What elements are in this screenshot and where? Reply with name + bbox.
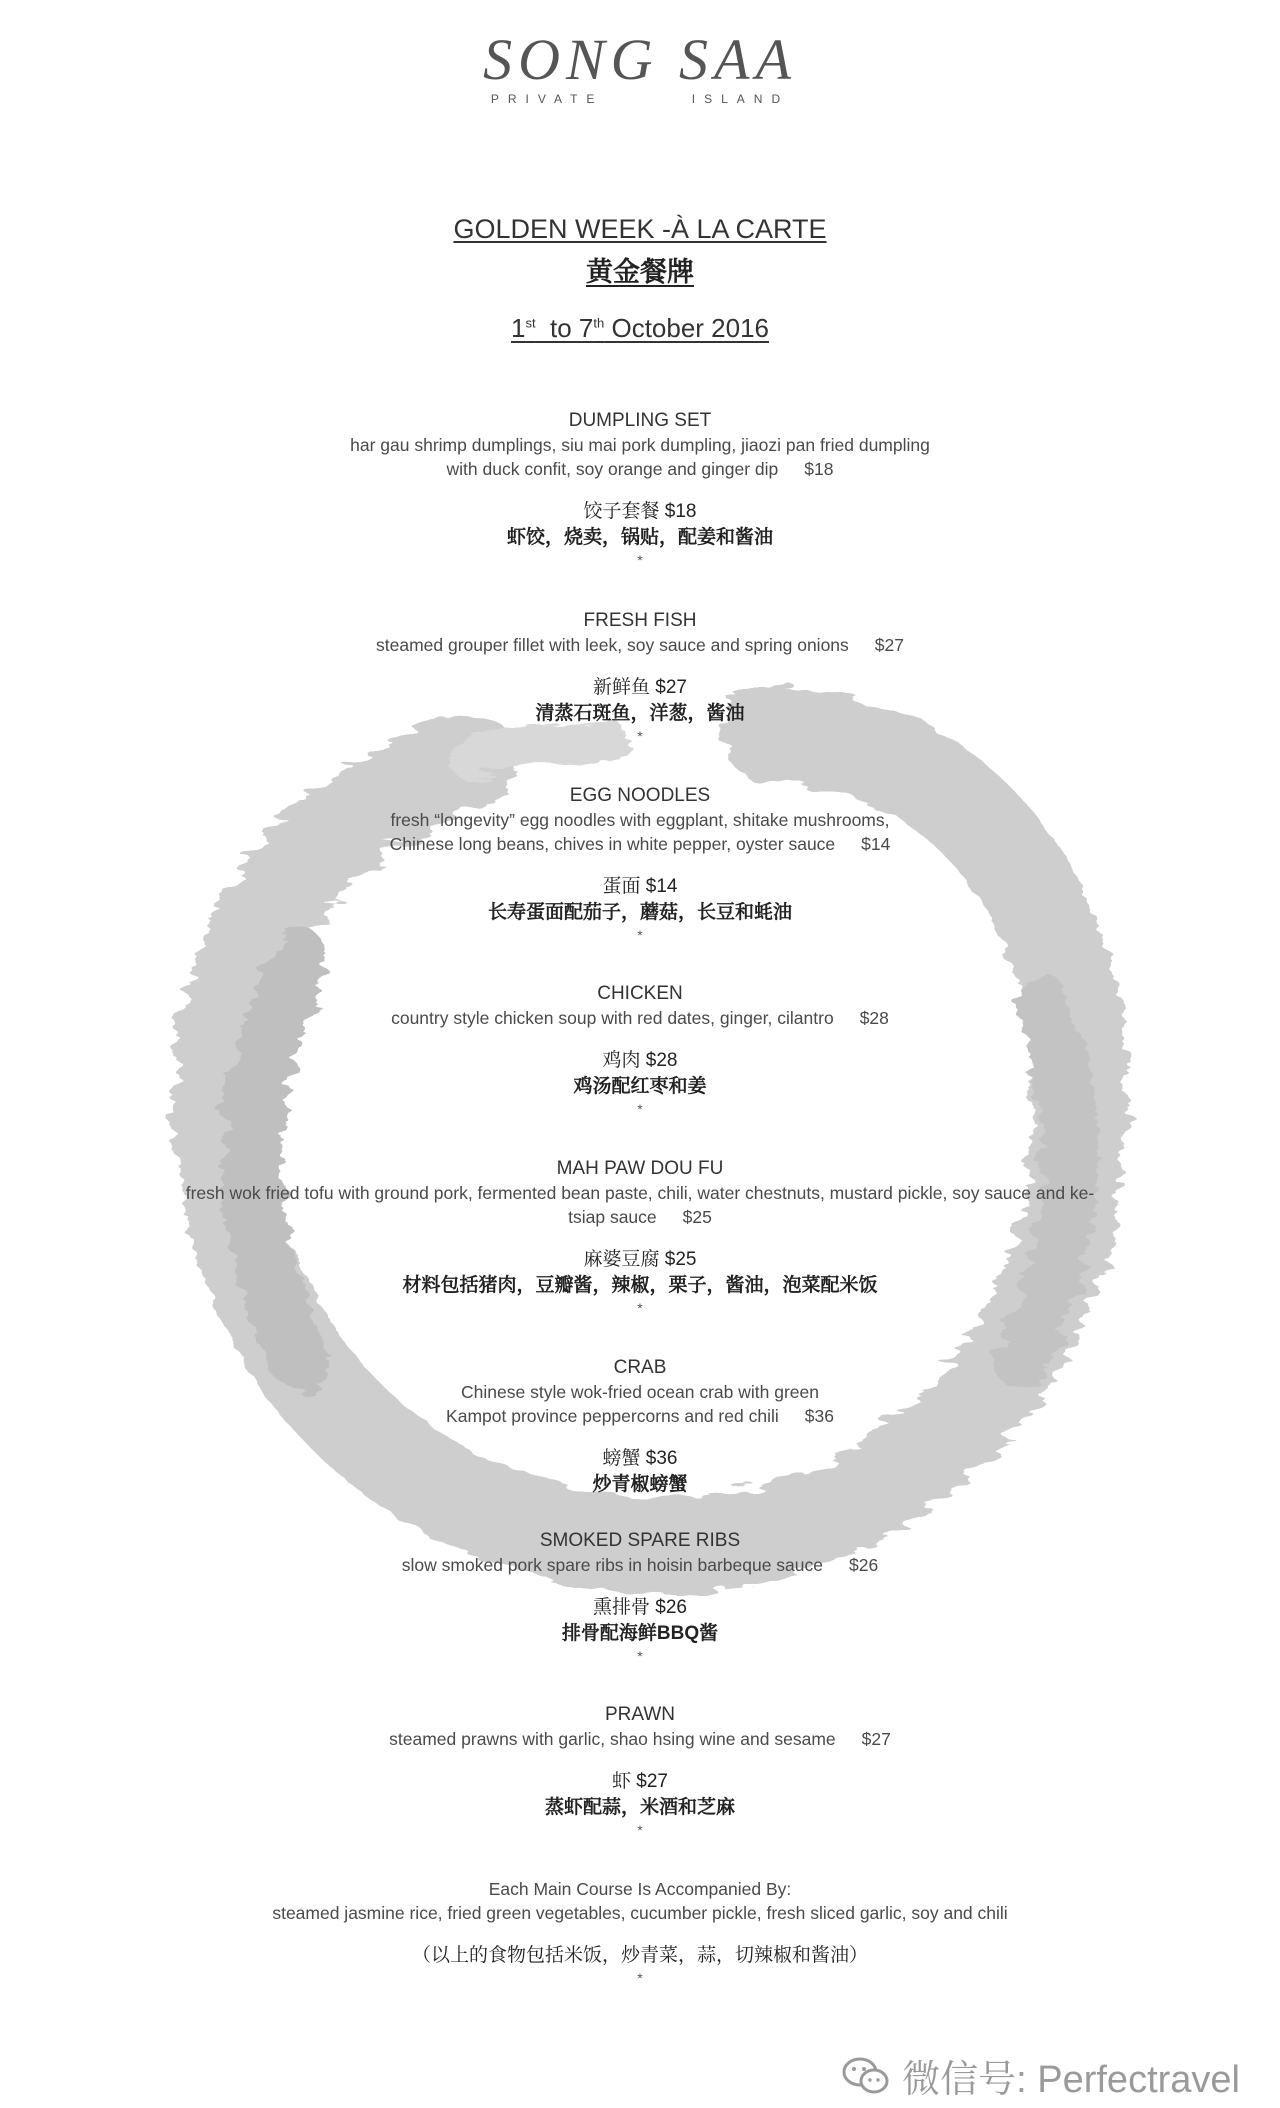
logo-sub-left: PRIVATE: [490, 92, 604, 106]
item-name: DUMPLING SET: [568, 410, 712, 431]
item-name: EGG NOODLES: [569, 785, 711, 806]
menu-item-prawn: [0, 1703, 1280, 1837]
item-cn-title: 麻婆豆腐 $25: [583, 1249, 697, 1270]
item-price: $36: [804, 1406, 834, 1426]
item-desc-line: with duck confit, soy orange and ginger dip: [446, 459, 779, 479]
item-name: PRAWN: [604, 1704, 676, 1725]
item-name: CHICKEN: [597, 983, 683, 1004]
item-price: $27: [861, 1729, 891, 1749]
item-separator: *: [637, 728, 643, 744]
item-desc-line: Kampot province peppercorns and red chili: [446, 1406, 779, 1426]
item-cn-desc: 炒青椒螃蟹: [592, 1474, 688, 1495]
date-mid: to 7: [550, 313, 594, 343]
item-cn-desc: 材料包括猪肉，豆瓣酱，辣椒，栗子，酱油，泡菜配米饭: [402, 1275, 878, 1296]
menu-title-cn: 黄金餐牌: [586, 257, 694, 287]
song-saa-logo: [0, 27, 1280, 106]
item-name: CRAB: [613, 1357, 667, 1378]
item-cn-title: 螃蟹 $36: [602, 1448, 678, 1469]
item-desc-line: fresh “longevity” egg noodles with eggplant, shitake mushrooms,: [390, 810, 890, 830]
item-desc-line: fresh wok fried tofu with ground pork, fermented bean paste, chili, water chestnuts, mustard pickle, soy sauce and ke-: [185, 1183, 1095, 1203]
item-desc-line: steamed grouper fillet with leek, soy sauce and spring onions: [376, 635, 849, 655]
date-start-num: 1: [510, 313, 526, 343]
item-separator: *: [637, 1101, 643, 1117]
date-start-sup: st: [525, 315, 536, 331]
item-cn-desc: 鸡汤配红枣和姜: [573, 1076, 707, 1097]
item-desc-line: tsiap sauce: [568, 1207, 657, 1227]
item-cn-title: 鸡肉 $28: [602, 1050, 678, 1071]
item-separator: *: [637, 1648, 643, 1664]
date-end: October 2016: [611, 313, 770, 343]
footer-sides-cn: （以上的食物包括米饭，炒青菜，蒜，切辣椒和酱油）: [411, 1945, 868, 1966]
menu-title: GOLDEN WEEK -À LA CARTE: [453, 214, 827, 244]
item-separator: *: [637, 1822, 643, 1838]
item-cn-desc: 虾饺，烧卖，锅贴，配姜和酱油: [506, 527, 773, 548]
footer-separator: *: [637, 1970, 643, 1986]
menu-item-egg-noodles: [0, 784, 1280, 942]
item-price: $27: [874, 635, 904, 655]
footer-heading: Each Main Course Is Accompanied By:: [488, 1879, 792, 1899]
logo-wordmark: SONG SAA: [483, 27, 797, 92]
item-name: SMOKED SPARE RIBS: [539, 1530, 741, 1551]
item-price: $18: [804, 459, 834, 479]
wechat-watermark: [842, 2048, 1240, 2103]
item-name: MAH PAW DOU FU: [556, 1158, 724, 1179]
item-cn-title: 饺子套餐 $18: [583, 501, 697, 522]
item-cn-desc: 排骨配海鲜BBQ酱: [561, 1623, 719, 1644]
watermark-text: 微信号: Perfectravel: [902, 2059, 1240, 2101]
item-desc-line: steamed prawns with garlic, shao hsing wine and sesame: [389, 1729, 836, 1749]
item-cn-title: 新鲜鱼 $27: [593, 677, 687, 698]
wechat-icon: [842, 2056, 890, 2096]
item-separator: *: [637, 1300, 643, 1316]
menu-item-crab: [0, 1356, 1280, 1498]
item-price: $26: [849, 1555, 879, 1575]
item-desc-line: Chinese style wok-fried ocean crab with green: [461, 1382, 819, 1402]
item-cn-title: 蛋面 $14: [602, 876, 678, 897]
item-desc-line: slow smoked pork spare ribs in hoisin barbeque sauce: [401, 1555, 823, 1575]
item-desc-line: country style chicken soup with red dates, ginger, cilantro: [391, 1008, 834, 1028]
menu-item-mah-paw-dou-fu: [0, 1157, 1280, 1315]
menu-item-fresh-fish: [0, 609, 1280, 743]
menu-item-chicken: [0, 982, 1280, 1116]
item-price: $14: [861, 834, 891, 854]
item-cn-desc: 蒸虾配蒜，米酒和芝麻: [544, 1797, 735, 1818]
date-range: [0, 313, 1280, 344]
item-cn-title: 熏排骨 $26: [593, 1597, 687, 1618]
item-desc-line: Chinese long beans, chives in white pepper, oyster sauce: [389, 834, 836, 854]
menu-item-dumpling-set: [0, 409, 1280, 567]
menu-item-smoked-spare-ribs: [0, 1529, 1280, 1663]
date-end-sup: th: [593, 315, 605, 331]
logo-subtitle: [0, 92, 1280, 106]
item-separator: *: [637, 927, 643, 943]
footer-sides: steamed jasmine rice, fried green vegetables, cucumber pickle, fresh sliced garlic, soy and chili: [272, 1903, 1008, 1923]
logo-sub-right: ISLAND: [691, 92, 790, 106]
item-name: FRESH FISH: [583, 610, 697, 631]
item-price: $25: [682, 1207, 712, 1227]
item-desc-line: har gau shrimp dumplings, siu mai pork dumpling, jiaozi pan fried dumpling: [350, 435, 930, 455]
item-separator: *: [637, 552, 643, 568]
item-cn-title: 虾 $27: [612, 1771, 668, 1792]
item-cn-desc: 长寿蛋面配茄子，蘑菇，长豆和蚝油: [487, 902, 792, 923]
accompaniment-note: [0, 1877, 1280, 1985]
item-cn-desc: 清蒸石斑鱼，洋葱，酱油: [535, 703, 745, 724]
item-price: $28: [859, 1008, 889, 1028]
